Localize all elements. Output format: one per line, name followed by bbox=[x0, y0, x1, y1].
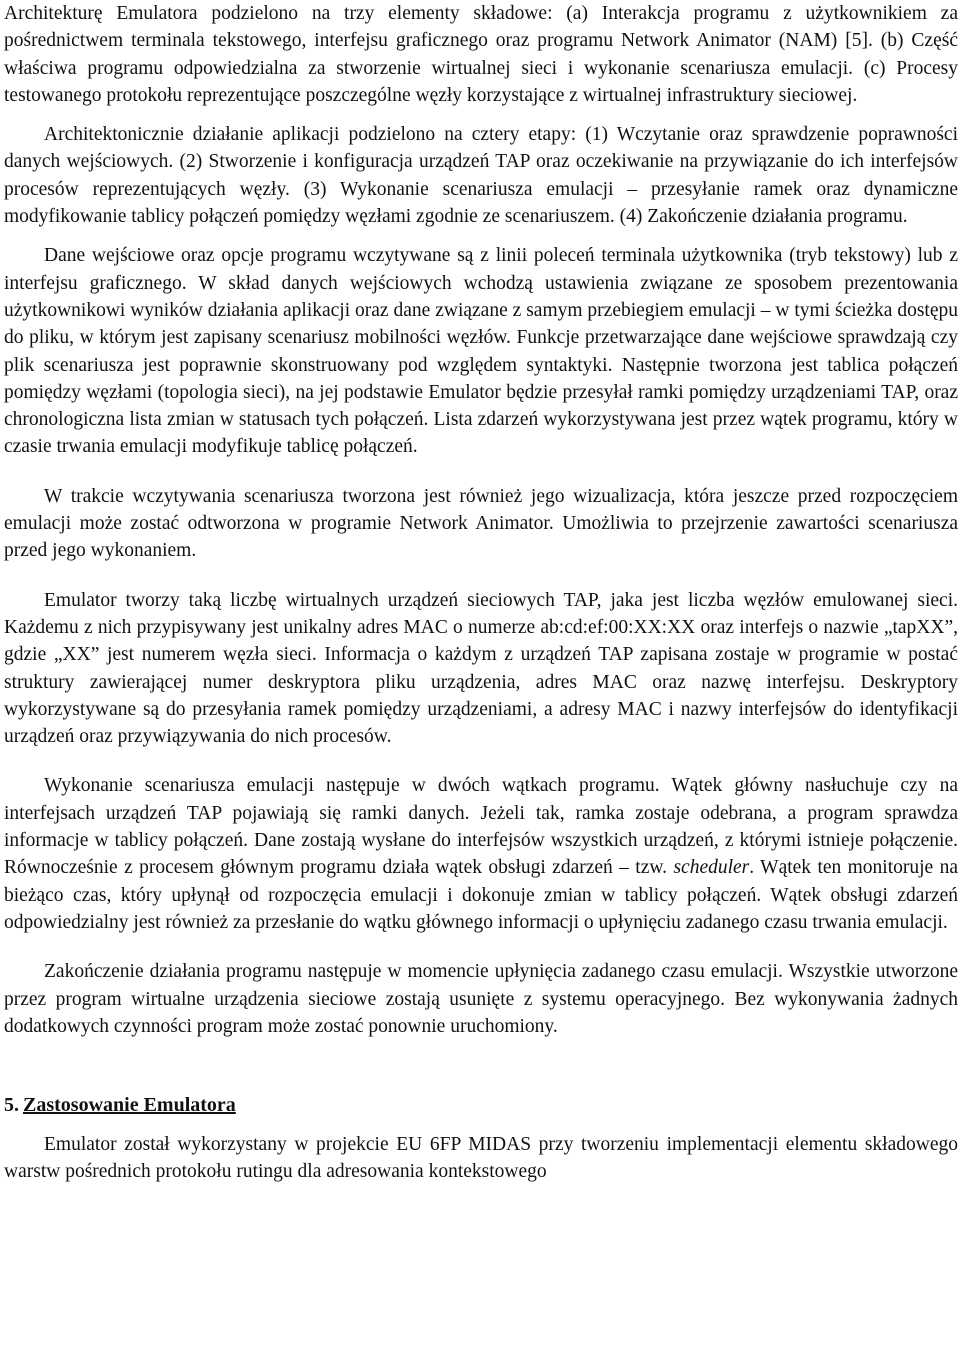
paragraph-threads-text-before: Wykonanie scenariusza emulacji następuje w dwóch wątkach programu. Wątek główny nasłuchuje czy na interfejsach urządzeń TAP pojawiają się ramki danych. Jeżeli tak, ramka zostaje odebrana, a program sprawdza informacje w tablicy połączeń. Dane zostają wysłane do interfejsów wszystkich urządzeń, z którymi istnieje połączenie. Równocześnie z procesem głównym programu działa wątek obsługi zdarzeń – tzw. bbox=[4, 775, 958, 879]
paragraph-threads-text-after: . Wątek ten monitoruje na bieżąco czas, który upłynął od rozpoczęcia emulacji i dokonuje zmian w tablicy połączeń. Wątek obsługi zdarzeń odpowiedzialny jest również za przesłanie do wątku głównego informacji o upłynięciu zadanego czasu trwania emulacji. bbox=[4, 857, 959, 933]
section-title: Zastosowanie Emulatora bbox=[23, 1094, 236, 1117]
section-number: 5. bbox=[4, 1094, 19, 1117]
paragraph-tap-devices: Emulator tworzy taką liczbę wirtualnych urządzeń sieciowych TAP, jaka jest liczba węzłów emulowanej sieci. Każdemu z nich przypisywany jest unikalny adres MAC o numerze ab:cd:ef:00:XX:XX oraz interfejs o nazwie „tapXX”, gdzie „XX” jest numerem węzła sieci. Informacja o każdym z urządzeń TAP zapisana zostaje w programie w postać struktury zawierającej numer deskryptora pliku urządzenia, adres MAC oraz nazwę interfejsu. Deskryptory wykorzystywane są do przesyłania ramek pomiędzy urządzeniami, a adresy MAC i nazwy interfejsów do identyfikacji urządzeń oraz przywiązywania do nich procesów. bbox=[4, 589, 958, 748]
paragraph-termination: Zakończenie działania programu następuje w momencie upłynięcia zadanego czasu emulacji. Wszystkie utworzone przez program wirtualne urządzenia sieciowe zostają usunięte z systemu operacyjnego. Bez wykonywania żadnych dodatkowych czynności program może zostać ponownie uruchomiony. bbox=[4, 961, 958, 1037]
paragraph-usage: Emulator został wykorzystany w projekcie EU 6FP MIDAS przy tworzeniu implementacji elementu składowego warstw pośrednich protokołu rutingu dla adresowania kontekstowego bbox=[4, 1134, 958, 1183]
paragraph-architecture: Architekturę Emulatora podzielono na trzy elementy składowe: (a) Interakcja programu z użytkownikiem za pośrednictwem terminala tekstowego, interfejsu graficznego oraz programu Network Animator (NAM) [5]. (b) Część właściwa programu odpowiedzialna za stworzenie wirtualnej sieci i wykonanie scenariusza emulacji. (c) Procesy testowanego protokołu reprezentujące poszczególne węzły korzystające z wirtualnej infrastruktury sieciowej. bbox=[4, 3, 958, 106]
scheduler-term: scheduler bbox=[673, 857, 750, 879]
paragraph-visualization: W trakcie wczytywania scenariusza tworzona jest również jego wizualizacja, która jeszcze przed rozpoczęciem emulacji może zostać odtworzona w programie Network Animator. Umożliwia to przejrzenie zawartości scenariusza przed jego wykonaniem. bbox=[4, 485, 958, 562]
paragraph-input-data: Dane wejściowe oraz opcje programu wczytywane są z linii poleceń terminala użytkownika (tryb tekstowy) lub z interfejsu graficznego. W skład danych wejściowych wchodzą ustawienia związane ze sposobem prezentowania użytkownikowi wyników działania aplikacji oraz dane związane z samym przebiegiem emulacji – w tymi ścieżka dostępu do pliku, w którym jest zapisany scenariusz mobilności węzłów. Funkcje przetwarzające dane wejściowe sprawdzają czy plik scenariusza jest poprawnie skonstruowany pod względem syntaktyki. Następnie tworzona jest tablica połączeń pomiędzy węzłami (topologia sieci), na jej podstawie Emulator będzie przesyłał ramki pomiędzy urządzeniami TAP, oraz chronologiczna lista zmian w statusach tych połączeń. Lista zdarzeń wykorzystywana jest przez wątek programu, który w czasie trwania emulacji modyfikuje tablicę połączeń. bbox=[4, 245, 958, 458]
section-heading bbox=[4, 1092, 958, 1119]
paragraph-stages: Architektonicznie działanie aplikacji podzielono na cztery etapy: (1) Wczytanie oraz sprawdzenie poprawności danych wejściowych. (2) Stworzenie i konfiguracja urządzeń TAP oraz oczekiwanie na przywiązanie do ich interfejsów procesów reprezentujących węzły. (3) Wykonanie scenariusza emulacji – przesyłanie ramek oraz dynamiczne modyfikowanie tablicy połączeń pomiędzy węzłami zgodnie ze scenariuszem. (4) Zakończenie działania programu. bbox=[4, 124, 958, 228]
paragraph-threads bbox=[4, 772, 958, 936]
